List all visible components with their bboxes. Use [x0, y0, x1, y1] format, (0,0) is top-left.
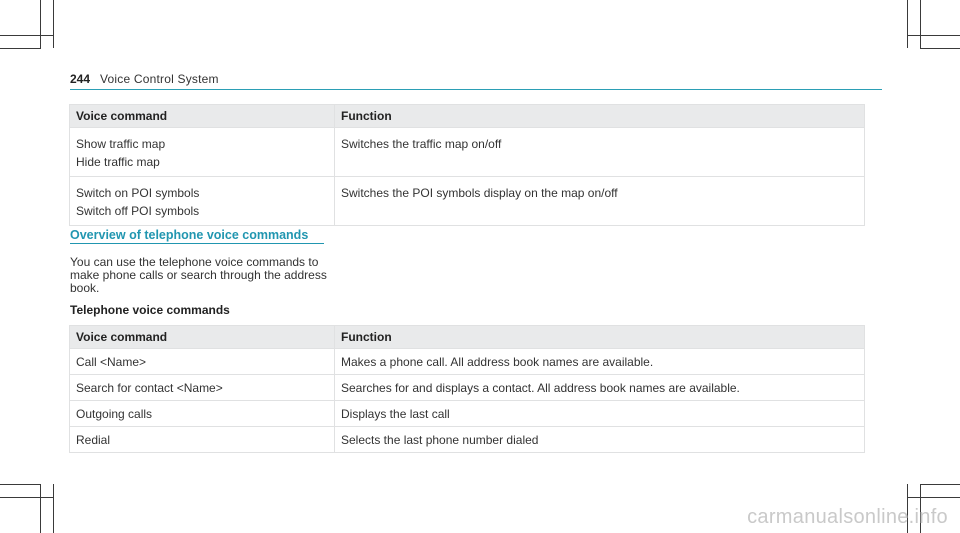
- table-title: Telephone voice commands: [70, 303, 230, 317]
- section-heading: Overview of telephone voice commands: [70, 228, 309, 242]
- column-header-voice-command: Voice command: [70, 326, 335, 349]
- table-row: [70, 177, 865, 226]
- header-divider: [70, 89, 882, 90]
- crop-mark: [920, 484, 960, 485]
- table-row: [70, 401, 865, 427]
- column-header-voice-command: Voice command: [70, 105, 335, 128]
- section-title: Voice Control System: [100, 72, 219, 86]
- column-header-function: Function: [335, 326, 865, 349]
- command-cell: [70, 177, 335, 226]
- crop-mark: [0, 484, 41, 485]
- crop-mark: [53, 0, 54, 48]
- crop-mark: [53, 484, 54, 533]
- function-cell: Makes a phone call. All address book names are available.: [335, 349, 865, 375]
- column-header-function: Function: [335, 105, 865, 128]
- crop-mark: [920, 0, 921, 48]
- watermark: carmanualsonline.info: [747, 506, 948, 528]
- command-cell: [70, 128, 335, 177]
- command-text: Show traffic map: [76, 137, 166, 151]
- command-text: Hide traffic map: [76, 155, 160, 169]
- command-cell: Redial: [70, 427, 335, 453]
- table-row: [70, 349, 865, 375]
- crop-mark: [0, 35, 53, 36]
- command-cell: Search for contact <Name>: [70, 375, 335, 401]
- map-commands-table: [69, 104, 865, 226]
- function-cell: Searches for and displays a contact. All address book names are available.: [335, 375, 865, 401]
- crop-mark: [907, 0, 908, 48]
- function-cell: Switches the traffic map on/off: [335, 128, 865, 177]
- function-cell: Selects the last phone number dialed: [335, 427, 865, 453]
- table-row: [70, 427, 865, 453]
- crop-mark: [40, 484, 41, 533]
- crop-mark: [40, 0, 41, 48]
- crop-mark: [907, 497, 960, 498]
- table-header-row: [70, 326, 865, 349]
- heading-underline: [70, 243, 324, 244]
- table-row: [70, 128, 865, 177]
- table-header-row: [70, 105, 865, 128]
- crop-mark: [907, 35, 960, 36]
- command-cell: Call <Name>: [70, 349, 335, 375]
- command-text: Switch off POI symbols: [76, 204, 200, 218]
- page-number: 244: [70, 72, 91, 86]
- table-row: [70, 375, 865, 401]
- crop-mark: [920, 48, 960, 49]
- crop-mark: [0, 48, 41, 49]
- command-text: Switch on POI symbols: [76, 186, 200, 200]
- command-cell: Outgoing calls: [70, 401, 335, 427]
- crop-mark: [0, 497, 53, 498]
- function-cell: Displays the last call: [335, 401, 865, 427]
- intro-paragraph: You can use the telephone voice commands to make phone calls or search through the address book.: [70, 255, 327, 295]
- telephone-commands-table: [69, 325, 865, 453]
- function-cell: Switches the POI symbols display on the map on/off: [335, 177, 865, 226]
